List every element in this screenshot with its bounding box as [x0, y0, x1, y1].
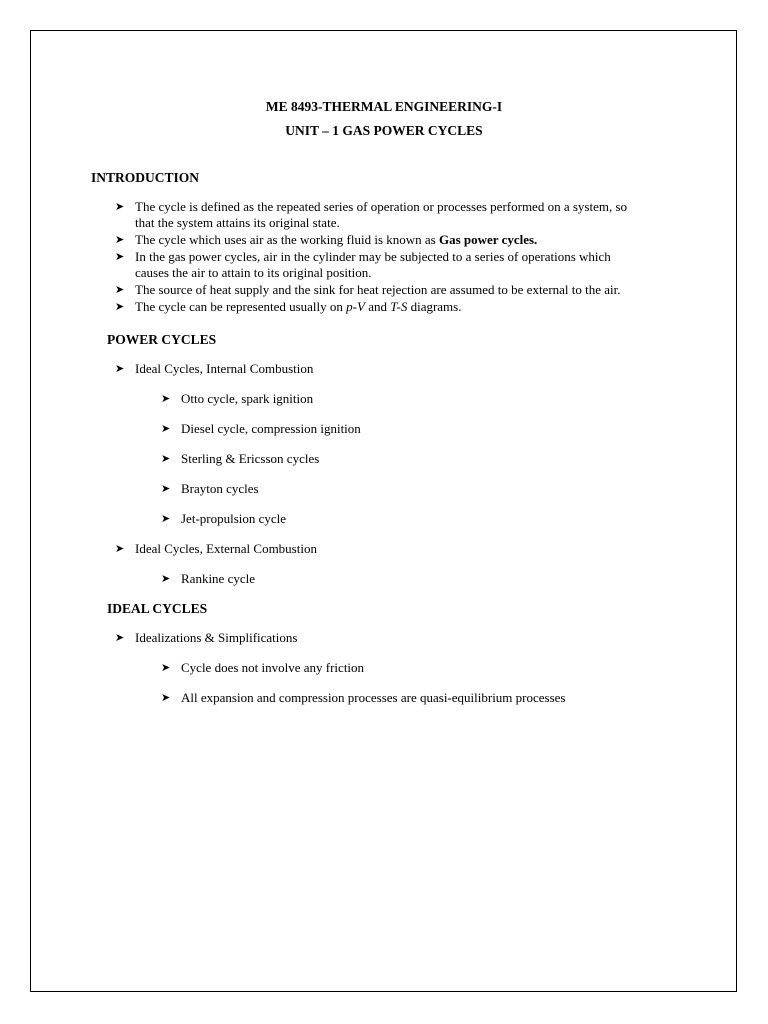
intro-item-1-cont: that the system attains its original state.	[135, 215, 340, 230]
bullet-arrow-icon: ➤	[161, 513, 171, 525]
bullet-arrow-icon: ➤	[161, 573, 171, 585]
external-combustion-item: ➤ Ideal Cycles, External Combustion	[115, 541, 317, 556]
quasi-equilibrium-item: ➤ All expansion and compression processes are quasi-equilibrium processes	[161, 690, 566, 705]
otto-cycle-item: ➤ Otto cycle, spark ignition	[161, 391, 314, 406]
bullet-arrow-icon: ➤	[115, 632, 125, 644]
bullet-arrow-icon: ➤	[115, 543, 125, 555]
bullet-arrow-icon: ➤	[115, 301, 125, 313]
intro-item-2: ➤ The cycle which uses air as the working fluid is known as Gas power cycles.	[115, 232, 538, 247]
ideal-cycles-heading: IDEAL CYCLES	[107, 601, 208, 616]
bullet-arrow-icon: ➤	[115, 201, 125, 213]
intro-item-1: ➤ The cycle is defined as the repeated series of operation or processes performed on a system, so	[115, 199, 628, 214]
rankine-cycle-item: ➤ Rankine cycle	[161, 571, 255, 586]
unit-title: UNIT – 1 GAS POWER CYCLES	[285, 123, 483, 138]
bullet-arrow-icon: ➤	[161, 453, 171, 465]
bullet-arrow-icon: ➤	[115, 234, 125, 246]
intro-item-4: ➤ The source of heat supply and the sink for heat rejection are assumed to be external to the air.	[115, 282, 621, 297]
bullet-arrow-icon: ➤	[115, 251, 125, 263]
bullet-arrow-icon: ➤	[161, 692, 171, 704]
jet-propulsion-item: ➤ Jet-propulsion cycle	[161, 511, 287, 526]
bullet-arrow-icon: ➤	[161, 662, 171, 674]
gas-power-cycles-term: Gas power cycles.	[438, 232, 538, 247]
intro-item-3-cont: causes the air to attain to its original position.	[135, 265, 372, 280]
diesel-cycle-item: ➤ Diesel cycle, compression ignition	[161, 421, 361, 436]
bullet-arrow-icon: ➤	[161, 483, 171, 495]
sterling-ericsson-item: ➤ Sterling & Ericsson cycles	[161, 451, 320, 466]
brayton-cycle-item: ➤ Brayton cycles	[161, 481, 259, 496]
document-title: ME 8493-THERMAL ENGINEERING-I	[265, 99, 503, 114]
intro-item-5: ➤ The cycle can be represented usually on p-V and T-S diagrams.	[115, 299, 462, 314]
idealizations-item: ➤ Idealizations & Simplifications	[115, 630, 298, 645]
bullet-arrow-icon: ➤	[115, 284, 125, 296]
bullet-arrow-icon: ➤	[161, 393, 171, 405]
introduction-heading: INTRODUCTION	[91, 170, 200, 185]
power-cycles-heading: POWER CYCLES	[107, 332, 217, 347]
intro-item-3: ➤ In the gas power cycles, air in the cylinder may be subjected to a series of operations which	[115, 249, 611, 264]
internal-combustion-item: ➤ Ideal Cycles, Internal Combustion	[115, 361, 314, 376]
bullet-arrow-icon: ➤	[161, 423, 171, 435]
bullet-arrow-icon: ➤	[115, 363, 125, 375]
no-friction-item: ➤ Cycle does not involve any friction	[161, 660, 365, 675]
